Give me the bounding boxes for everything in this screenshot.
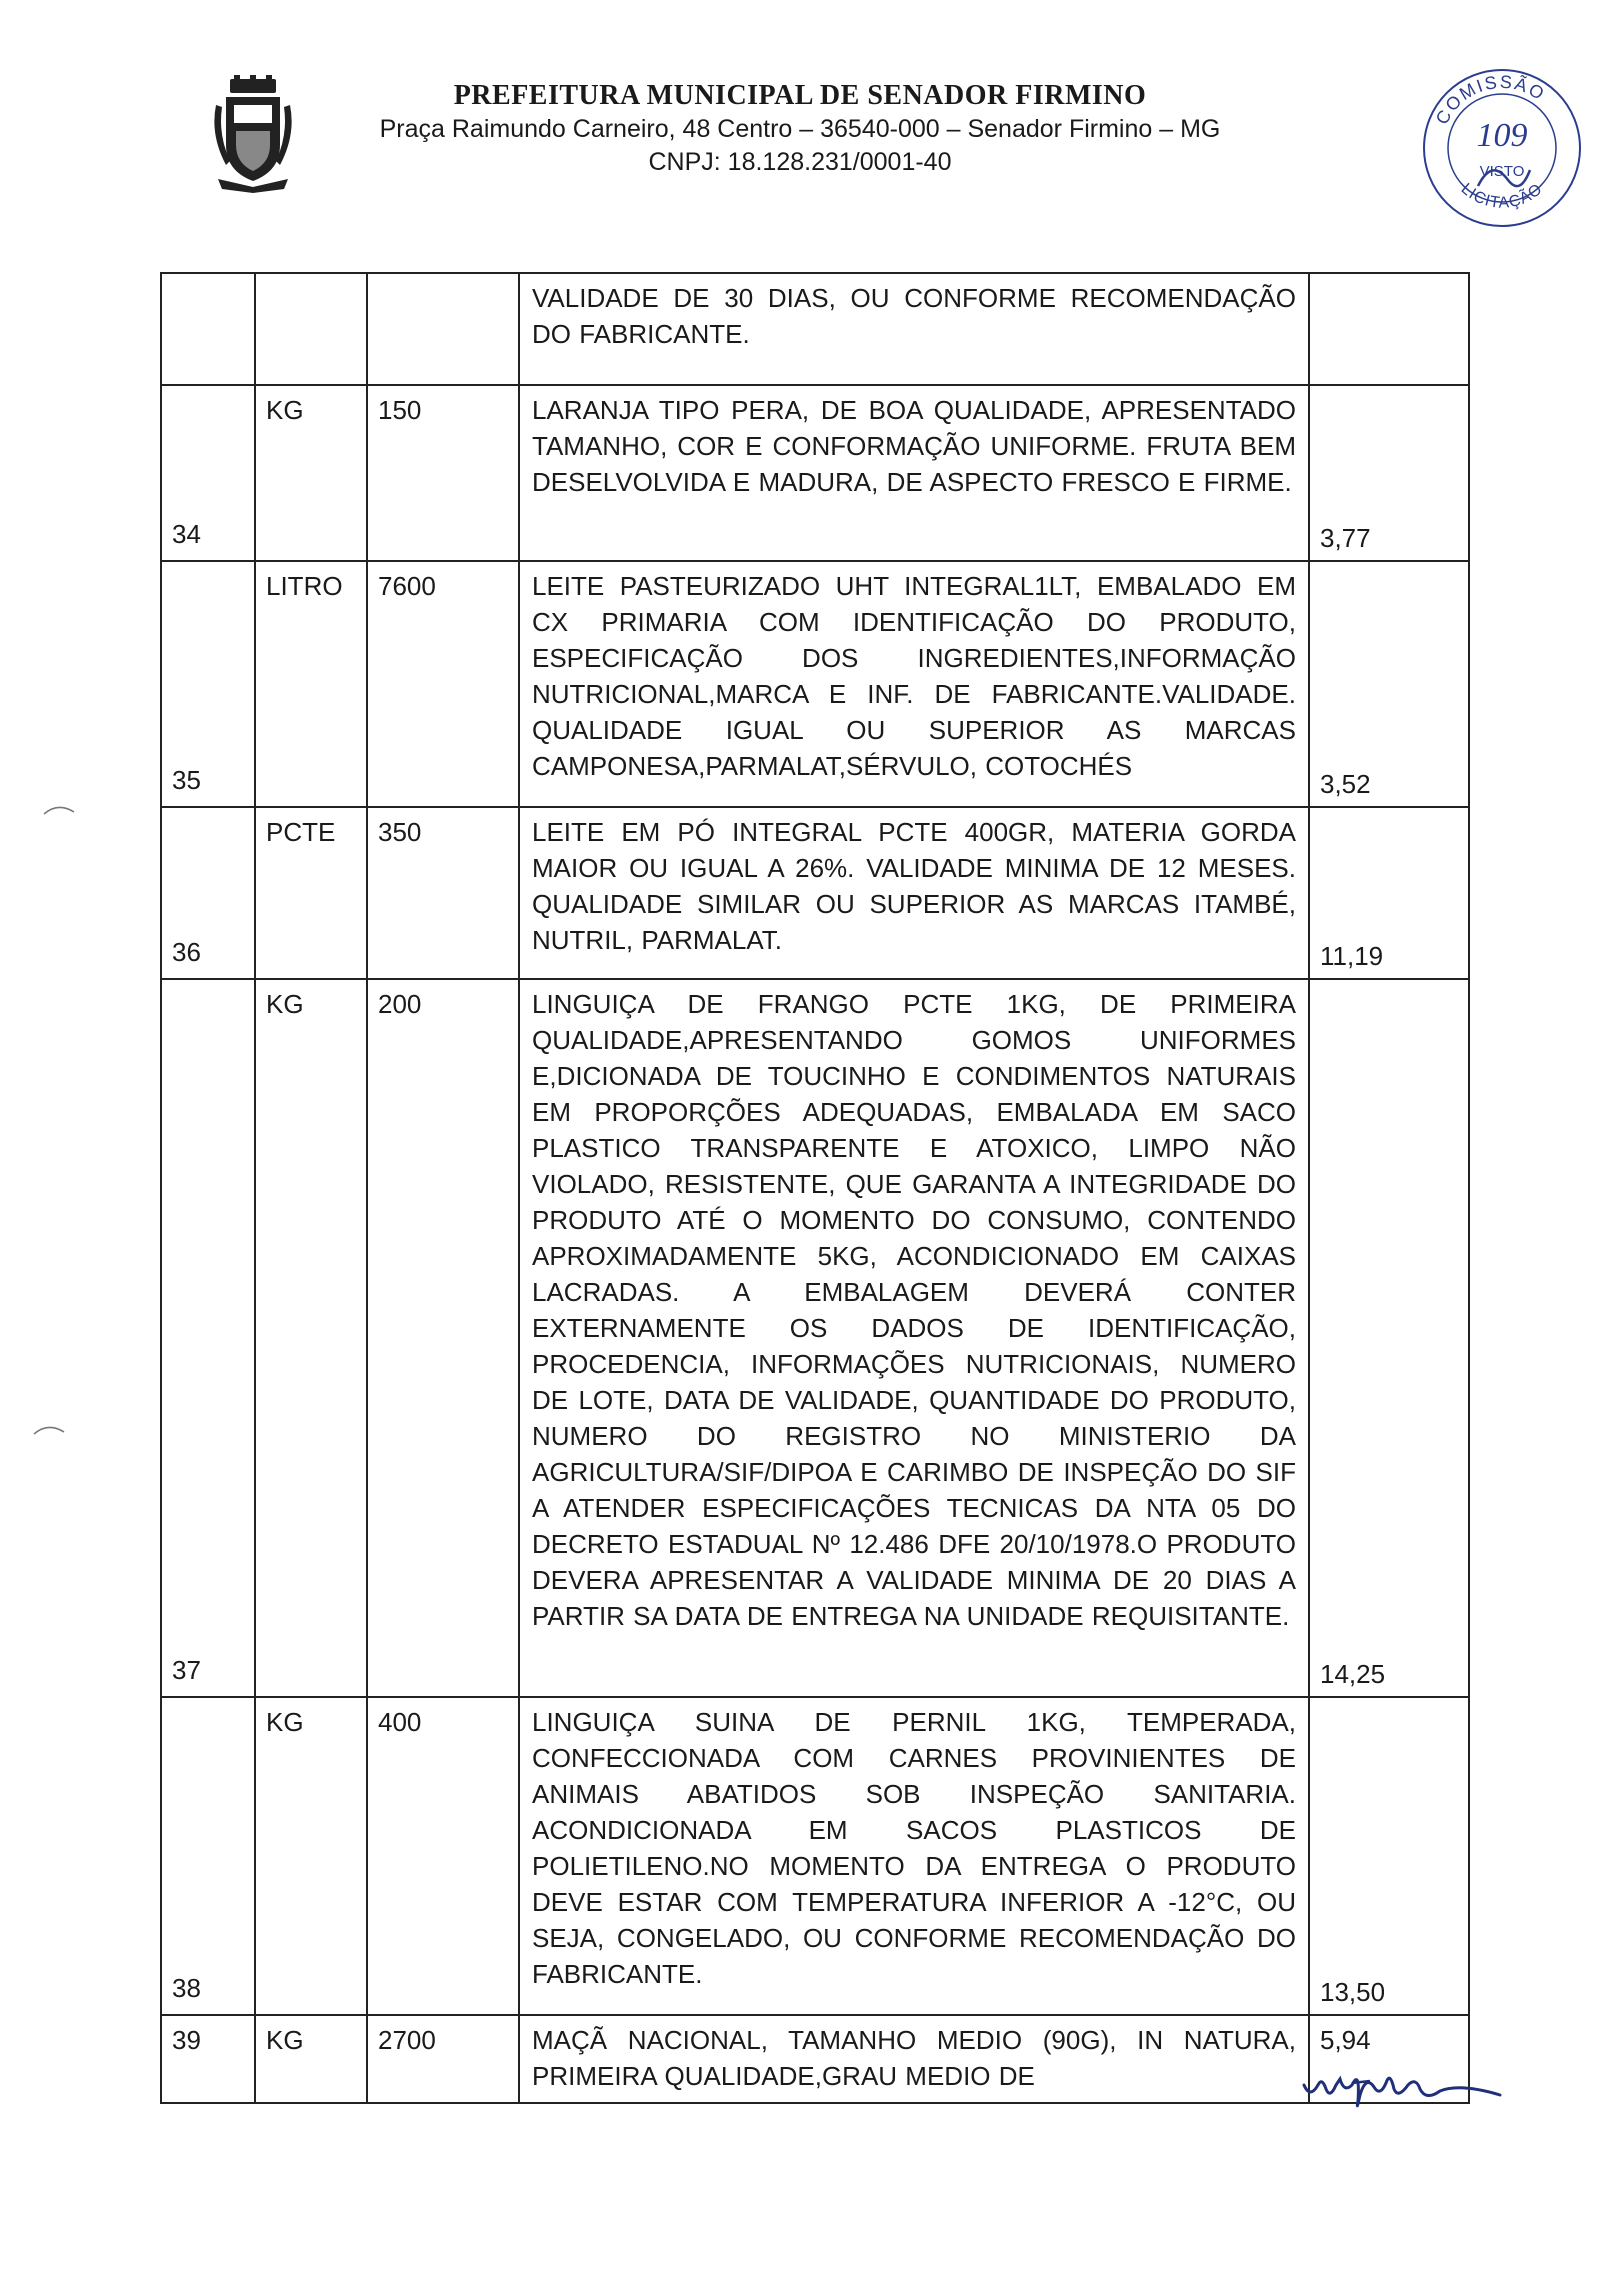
item-price: 3,52 bbox=[1320, 769, 1371, 799]
item-quantity bbox=[368, 274, 518, 280]
item-price bbox=[1310, 274, 1468, 278]
price-cell bbox=[1309, 273, 1469, 385]
table-row bbox=[161, 273, 1469, 385]
item-description: LINGUIÇA DE FRANGO PCTE 1KG, DE PRIMEIRA QUALIDADE,APRESENTANDO GOMOS UNIFORMES E,DICIONADA DE TOUCINHO E CONDIMENTOS NATURAIS EM PROPORÇÕES ADEQUADAS, EMBALADA EM SACO PLASTICO TRANSPARENTE E ATOXICO, LIMPO NÃO VIOLADO, RESISTENTE, QUE GARANTA A INTEGRIDADE DO PRODUTO ATÉ O MOMENTO DO CONSUMO, CONTENDO APROXIMADAMENTE 5KG, ACONDICIONADO EM CAIXAS LACRADAS. A EMBALAGEM DEVERÁ CONTER EXTERNAMENTE OS DADOS DE IDENTIFICAÇÃO, PROCEDENCIA, INFORMAÇÕES NUTRICIONAIS, NUMERO DE LOTE, DATA DE VALIDADE, QUANTIDADE DO PRODUTO, NUMERO DO REGISTRO NO MINISTERIO DA AGRICULTURA/SIF/DIPOA E CARIMBO DE INSPEÇÃO DO SIF A ATENDER ESPECIFICAÇÕES TECNICAS DA NTA 05 DO DECRETO ESTADUAL Nº 12.486 DFE 20/10/1978.O PRODUTO DEVERA APRESENTAR A VALIDADE MINIMA DE 20 DIAS A PARTIR SA DATA DE ENTREGA NA UNIDADE REQUISITANTE. bbox=[532, 989, 1296, 1631]
item-description: LEITE PASTEURIZADO UHT INTEGRAL1LT, EMBALADO EM CX PRIMARIA COM IDENTIFICAÇÃO DO PRODUTO, ESPECIFICAÇÃO DOS INGREDIENTES,INFORMAÇÃO NUTRICIONAL,MARCA E INF. DE FABRICANTE.VALIDADE. QUALIDADE IGUAL OU SUPERIOR AS MARCAS CAMPONESA,PARMALAT,SÉRVULO, COTOCHÉS bbox=[532, 571, 1296, 781]
price-cell bbox=[1309, 1697, 1469, 2015]
commission-stamp-icon bbox=[1412, 58, 1592, 238]
qty-cell bbox=[367, 807, 519, 979]
table-row bbox=[161, 2015, 1469, 2103]
handwritten-signature-icon bbox=[1300, 2055, 1520, 2115]
item-number: 38 bbox=[172, 1973, 201, 2003]
item-unit bbox=[256, 274, 366, 280]
prefeitura-cnpj: CNPJ: 18.128.231/0001-40 bbox=[648, 148, 952, 176]
stamp-page-number: 109 bbox=[1476, 117, 1528, 154]
item-number-cell bbox=[161, 2015, 255, 2103]
item-price: 14,25 bbox=[1320, 1659, 1386, 1689]
item-price: 11,19 bbox=[1320, 941, 1384, 971]
item-description: MAÇÃ NACIONAL, TAMANHO MEDIO (90G), IN NATURA, PRIMEIRA QUALIDADE,GRAU MEDIO DE bbox=[532, 2025, 1296, 2091]
item-quantity: 7600 bbox=[378, 571, 436, 601]
price-cell bbox=[1309, 807, 1469, 979]
unit-cell bbox=[255, 1697, 367, 2015]
unit-cell bbox=[255, 2015, 367, 2103]
item-unit: KG bbox=[266, 395, 304, 425]
description-cell bbox=[519, 561, 1309, 807]
item-description: LEITE EM PÓ INTEGRAL PCTE 400GR, MATERIA GORDA MAIOR OU IGUAL A 26%. VALIDADE MINIMA DE 12 MESES. QUALIDADE SIMILAR OU SUPERIOR AS MARCAS ITAMBÉ, NUTRIL, PARMALAT. bbox=[532, 817, 1296, 955]
description-cell bbox=[519, 385, 1309, 561]
description-cell bbox=[519, 1697, 1309, 2015]
table-row bbox=[161, 979, 1469, 1697]
item-price: 13,50 bbox=[1320, 1977, 1386, 2007]
items-table bbox=[160, 272, 1470, 2104]
stamp-bottom-text: LICITAÇÃO bbox=[1457, 180, 1547, 212]
item-number: 36 bbox=[172, 937, 201, 967]
price-cell bbox=[1309, 385, 1469, 561]
item-price: 3,77 bbox=[1320, 523, 1371, 553]
qty-cell bbox=[367, 2015, 519, 2103]
item-unit: LITRO bbox=[266, 571, 343, 601]
item-number-cell bbox=[161, 979, 255, 1697]
price-cell bbox=[1309, 979, 1469, 1697]
item-description: LARANJA TIPO PERA, DE BOA QUALIDADE, APRESENTADO TAMANHO, COR E CONFORMAÇÃO UNIFORME. FRUTA BEM DESELVOLVIDA E MADURA, DE ASPECTO FRESCO E FIRME. bbox=[532, 395, 1296, 497]
item-number-cell bbox=[161, 807, 255, 979]
prefeitura-title: PREFEITURA MUNICIPAL DE SENADOR FIRMINO bbox=[453, 80, 1147, 111]
qty-cell bbox=[367, 561, 519, 807]
unit-cell bbox=[255, 273, 367, 385]
prefeitura-address: Praça Raimundo Carneiro, 48 Centro – 36540-000 – Senador Firmino – MG bbox=[379, 115, 1221, 143]
unit-cell bbox=[255, 385, 367, 561]
table-row bbox=[161, 1697, 1469, 2015]
table-row bbox=[161, 807, 1469, 979]
item-quantity: 150 bbox=[378, 395, 422, 425]
item-unit: KG bbox=[266, 2025, 304, 2055]
qty-cell bbox=[367, 1697, 519, 2015]
item-number: 37 bbox=[172, 1655, 201, 1685]
item-number-cell bbox=[161, 385, 255, 561]
item-number: 34 bbox=[172, 519, 201, 549]
description-cell bbox=[519, 273, 1309, 385]
svg-text:LICITAÇÃO bbox=[1458, 180, 1546, 211]
stamp-top-text: COMISSÃO bbox=[1431, 71, 1550, 128]
item-quantity: 400 bbox=[378, 1707, 422, 1737]
margin-mark-icon bbox=[30, 1420, 70, 1440]
stamp-visto: VISTO bbox=[1479, 163, 1525, 180]
item-unit: PCTE bbox=[266, 817, 336, 847]
qty-cell bbox=[367, 273, 519, 385]
item-number: 35 bbox=[172, 765, 201, 795]
item-number-cell bbox=[161, 561, 255, 807]
price-cell bbox=[1309, 561, 1469, 807]
margin-mark-icon bbox=[40, 800, 80, 820]
item-unit: KG bbox=[266, 1707, 304, 1737]
item-number: 39 bbox=[172, 2025, 201, 2055]
description-cell bbox=[519, 979, 1309, 1697]
qty-cell bbox=[367, 385, 519, 561]
item-quantity: 350 bbox=[378, 817, 422, 847]
item-description: VALIDADE DE 30 DIAS, OU CONFORME RECOMENDAÇÃO DO FABRICANTE. bbox=[532, 283, 1296, 349]
unit-cell bbox=[255, 979, 367, 1697]
description-cell bbox=[519, 807, 1309, 979]
letterhead bbox=[0, 0, 1600, 230]
description-cell bbox=[519, 2015, 1309, 2103]
table-row bbox=[161, 561, 1469, 807]
item-number-cell bbox=[161, 273, 255, 385]
item-number-cell bbox=[161, 1697, 255, 2015]
item-description: LINGUIÇA SUINA DE PERNIL 1KG, TEMPERADA, CONFECCIONADA COM CARNES PROVINIENTES DE ANIMAIS ABATIDOS SOB INSPEÇÃO SANITARIA. ACONDICIONADA EM SACOS PLASTICOS DE POLIETILENO.NO MOMENTO DA ENTREGA O PRODUTO DEVE ESTAR COM TEMPERATURA INFERIOR A -12°C, OU SEJA, CONGELADO, OU CONFORME RECOMENDAÇÃO DO FABRICANTE. bbox=[532, 1707, 1296, 1989]
unit-cell bbox=[255, 807, 367, 979]
item-unit: KG bbox=[266, 989, 304, 1019]
item-quantity: 2700 bbox=[378, 2025, 436, 2055]
item-quantity: 200 bbox=[378, 989, 422, 1019]
municipal-crest-icon bbox=[208, 75, 298, 195]
unit-cell bbox=[255, 561, 367, 807]
item-price: 5,94 bbox=[1320, 2025, 1371, 2055]
table-row bbox=[161, 385, 1469, 561]
qty-cell bbox=[367, 979, 519, 1697]
